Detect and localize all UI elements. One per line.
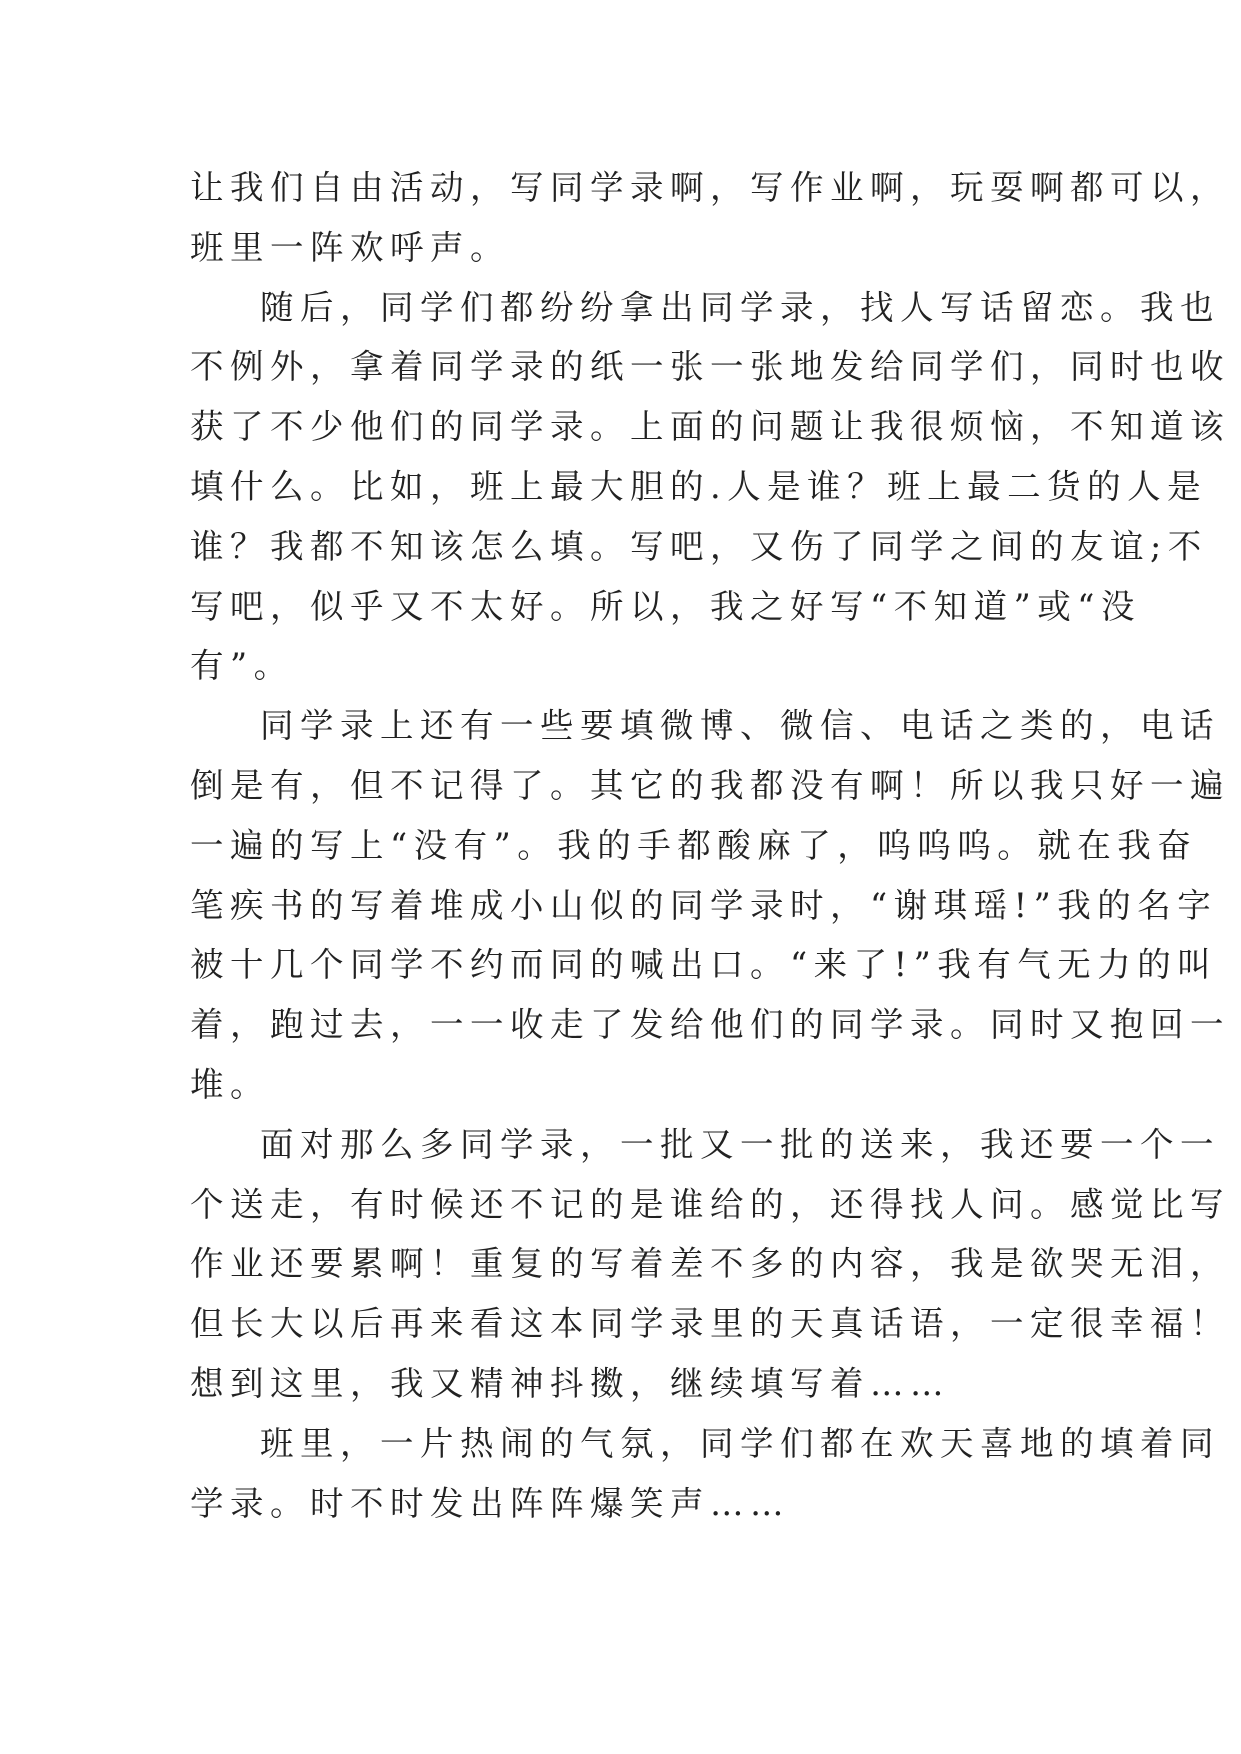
text-line: 被十几个同学不约而同的喊出口。“来了!”我有气无力的叫 xyxy=(190,945,1218,985)
text-line: 班里，一片热闹的气氛，同学们都在欢天喜地的填着同 xyxy=(260,1423,1220,1463)
text-line: 有”。 xyxy=(190,646,294,686)
text-line: 随后，同学们都纷纷拿出同学录，找人写话留恋。我也 xyxy=(260,287,1220,327)
text-line: 个送走，有时候还不记的是谁给的，还得找人问。感觉比写 xyxy=(190,1184,1230,1224)
text-line: 让我们自由活动，写同学录啊，写作业啊，玩耍啊都可以， xyxy=(190,168,1230,207)
paragraph xyxy=(190,1414,1220,1534)
paragraph xyxy=(190,696,1230,1115)
text-line: 一遍的写上“没有”。我的手都酸麻了，呜呜呜。就在我奋 xyxy=(190,825,1198,865)
paragraph xyxy=(190,278,1230,697)
text-line: 谁？我都不知该怎么填。写吧，又伤了同学之间的友谊;不 xyxy=(190,526,1208,566)
paragraph xyxy=(190,158,1230,278)
text-line: 面对那么多同学录，一批又一批的送来，我还要一个一 xyxy=(260,1124,1220,1164)
text-line: 学录。时不时发出阵阵爆笑声…… xyxy=(190,1483,790,1523)
text-line: 作业还要累啊！重复的写着差不多的内容，我是欲哭无泪， xyxy=(190,1244,1230,1284)
text-line: 班里一阵欢呼声。 xyxy=(190,227,510,267)
paragraph xyxy=(190,1115,1230,1414)
text-line: 获了不少他们的同学录。上面的问题让我很烦恼，不知道该 xyxy=(190,407,1230,447)
text-line: 不例外，拿着同学录的纸一张一张地发给同学们，同时也收 xyxy=(190,347,1230,387)
text-line: 填什么。比如，班上最大胆的.人是谁？班上最二货的人是 xyxy=(190,466,1208,506)
text-line: 着，跑过去，一一收走了发给他们的同学录。同时又抱回一 xyxy=(190,1005,1230,1045)
text-line: 倒是有，但不记得了。其它的我都没有啊！所以我只好一遍 xyxy=(190,765,1230,805)
text-line: 同学录上还有一些要填微博、微信、电话之类的，电话 xyxy=(260,706,1220,746)
text-line: 想到这里，我又精神抖擞，继续填写着…… xyxy=(190,1363,950,1403)
essay-body xyxy=(190,158,1230,1533)
text-line: 写吧，似乎又不太好。所以，我之好写“不知道”或“没 xyxy=(190,586,1141,626)
text-line: 笔疾书的写着堆成小山似的同学录时，“谢琪瑶!”我的名字 xyxy=(190,885,1218,925)
text-line: 堆。 xyxy=(190,1064,270,1104)
text-line: 但长大以后再来看这本同学录里的天真话语，一定很幸福！ xyxy=(190,1304,1230,1344)
